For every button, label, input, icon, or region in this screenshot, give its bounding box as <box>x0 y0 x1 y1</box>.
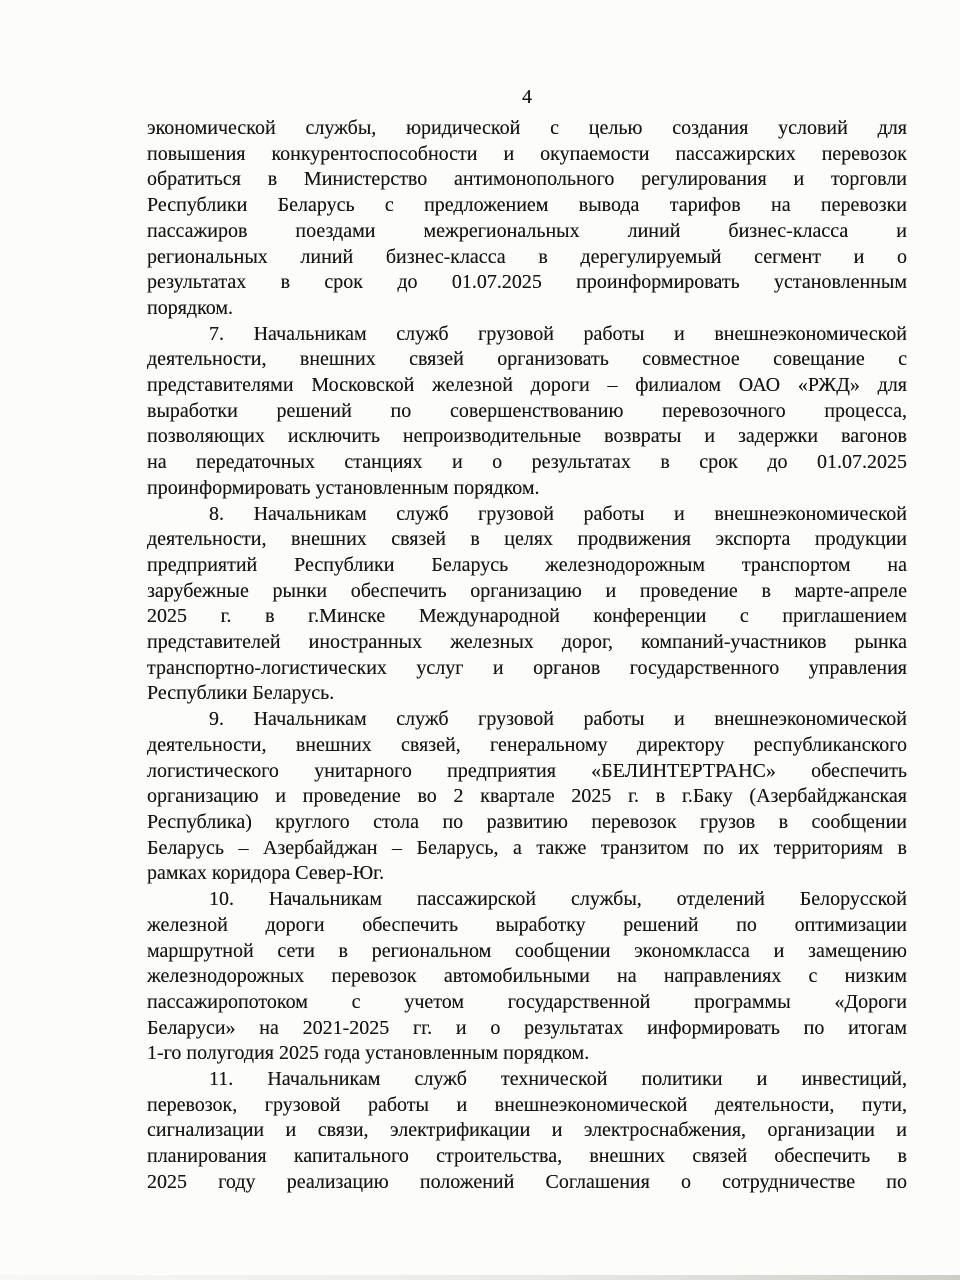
text-line: пассажиропотоком с учетом государственной программы «Дороги <box>147 990 907 1013</box>
text-line: логистического унитарного предприятия «БЕЛИНТЕРТРАНС» обеспечить <box>147 759 907 782</box>
paragraph-continuation <box>147 116 907 322</box>
paragraph-item-7 <box>147 322 907 502</box>
text-line: Беларусь – Азербайджан – Беларусь, а также транзитом по их территориям в <box>147 836 907 859</box>
text-line: Республики Беларусь с предложением вывода тарифов на перевозки <box>147 194 907 217</box>
text-column <box>147 84 907 1196</box>
text-line: деятельности, внешних связей, генеральному директору республиканского <box>147 733 907 756</box>
text-line: 2025 г. в г.Минске Международной конференции с приглашением <box>147 605 907 628</box>
text-line: 9. Начальникам служб грузовой работы и внешнеэкономической <box>209 708 907 731</box>
text-line: зарубежные рынки обеспечить организацию и проведение в марте-апреле <box>147 579 907 602</box>
text-line: деятельности, внешних связей организовать совместное совещание с <box>147 348 907 371</box>
text-line: региональных линий бизнес-класса в дерегулируемый сегмент и о <box>147 245 907 268</box>
text-line: деятельности, внешних связей в целях продвижения экспорта продукции <box>147 528 907 551</box>
paragraph-item-11 <box>147 1067 907 1196</box>
text-line: пассажиров поездами межрегиональных линий бизнес-класса и <box>147 219 907 242</box>
text-line: Республика) круглого стола по развитию перевозок грузов в сообщении <box>147 810 907 833</box>
text-line: железной дороги обеспечить выработку решений по оптимизации <box>147 913 907 936</box>
text-line: перевозок, грузовой работы и внешнеэкономической деятельности, пути, <box>147 1093 907 1116</box>
paragraph-item-8 <box>147 502 907 708</box>
paragraph-item-9 <box>147 707 907 887</box>
text-line: экономической службы, юридической с целью создания условий для <box>147 117 907 139</box>
text-line: обратиться в Министерство антимонопольного регулирования и торговли <box>147 168 907 191</box>
text-line: представителями Московской железной дороги – филиалом ОАО «РЖД» для <box>147 374 907 397</box>
text-line: 8. Начальникам служб грузовой работы и внешнеэкономической <box>209 502 907 525</box>
text-line: 2025 году реализацию положений Соглашения о сотрудничестве по <box>147 1170 907 1193</box>
text-line: повышения конкурентоспособности и окупаемости пассажирских перевозок <box>147 142 907 165</box>
paragraph-item-10 <box>147 887 907 1067</box>
text-line: проинформировать установленным порядком. <box>147 476 540 499</box>
text-line: 10. Начальникам пассажирской службы, отделений Белорусской <box>209 888 907 911</box>
text-line: результатах в срок до 01.07.2025 проинформировать установленным <box>147 271 907 294</box>
scan-edge-artifact <box>0 1275 960 1280</box>
text-line: рамках коридора Север-Юг. <box>147 862 385 885</box>
text-line: представителей иностранных железных дорог, компаний-участников рынка <box>147 631 907 654</box>
text-line: позволяющих исключить непроизводительные возвраты и задержки вагонов <box>147 425 907 448</box>
text-line: на передаточных станциях и о результатах в срок до 01.07.2025 <box>147 451 907 474</box>
page-number: 4 <box>522 86 532 108</box>
text-line: организацию и проведение во 2 квартале 2025 г. в г.Баку (Азербайджанская <box>147 785 907 808</box>
text-line: железнодорожных перевозок автомобильными на направлениях с низким <box>147 965 907 988</box>
text-line: порядком. <box>147 296 234 319</box>
text-line: Беларуси» на 2021-2025 гг. и о результатах информировать по итогам <box>147 1016 907 1039</box>
text-line: сигнализации и связи, электрификации и электроснабжения, организации и <box>147 1119 907 1142</box>
text-line: транспортно-логистических услуг и органов государственного управления <box>147 656 907 679</box>
text-line: предприятий Республики Беларусь железнодорожным транспортом на <box>147 553 907 576</box>
text-line: Республики Беларусь. <box>147 682 335 705</box>
text-line: 1-го полугодия 2025 года установленным порядком. <box>147 1042 590 1065</box>
text-line: выработки решений по совершенствованию перевозочного процесса, <box>147 399 907 422</box>
text-line: планирования капитального строительства, внешних связей обеспечить в <box>147 1145 907 1168</box>
text-line: маршрутной сети в региональном сообщении экономкласса и замещению <box>147 939 907 962</box>
text-line: 7. Начальникам служб грузовой работы и внешнеэкономической <box>209 322 907 345</box>
text-line: 11. Начальникам служб технической политики и инвестиций, <box>209 1068 907 1091</box>
